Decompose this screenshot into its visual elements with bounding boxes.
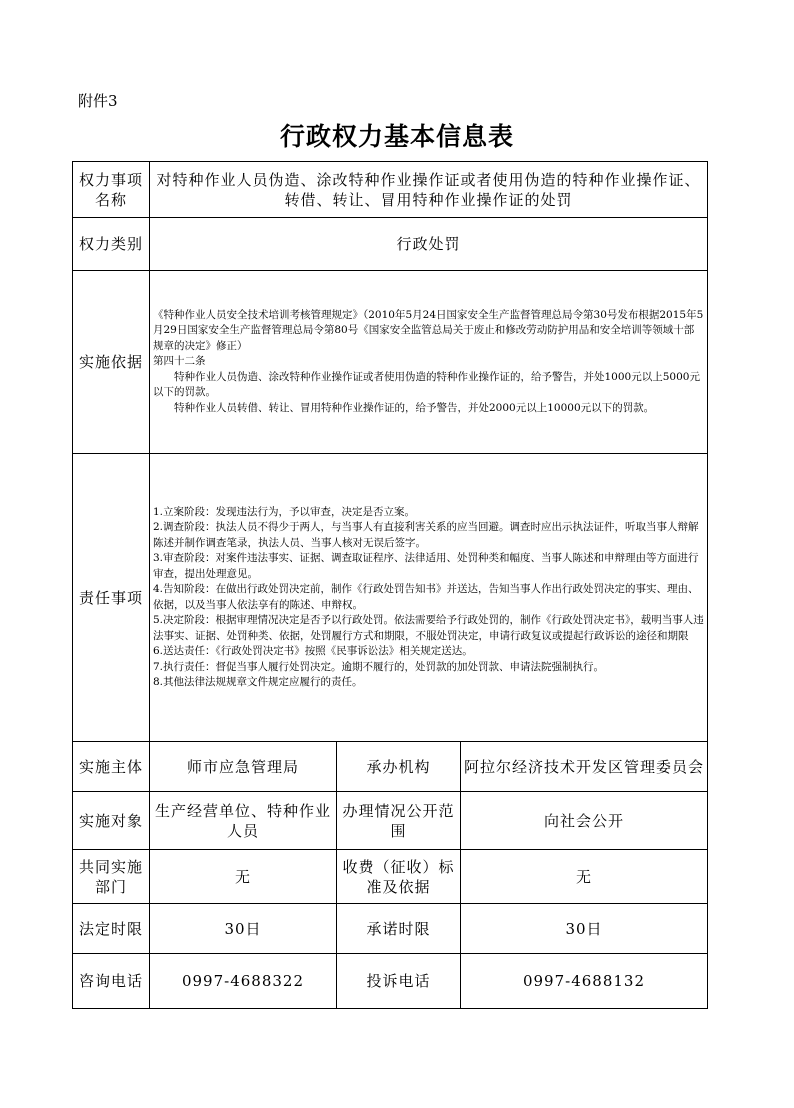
- duty-item: 4.告知阶段：在做出行政处罚决定前，制作《行政处罚告知书》并送达，告知当事人作出行政处罚决定的事实、理由、依据，以及当事人依法享有的陈述、申辩权。: [153, 583, 699, 611]
- row-duty: [73, 454, 708, 742]
- value-joint-department: 无: [150, 850, 337, 904]
- value-power-name: 对特种作业人员伪造、涂改特种作业操作证或者使用伪造的特种作业操作证、转借、转让、冒用特种作业操作证的处罚: [150, 162, 708, 218]
- row-subject: [73, 742, 708, 792]
- value-complaint-phone: 0997-4688132: [461, 954, 708, 1009]
- label-power-category: 权力类别: [73, 218, 150, 271]
- label-promised-time-limit: 承诺时限: [337, 904, 461, 954]
- label-consult-phone: 咨询电话: [73, 954, 150, 1009]
- value-disclosure-scope: 向社会公开: [461, 792, 708, 850]
- value-fee-standard: 无: [461, 850, 708, 904]
- duty-item: 1.立案阶段：发现违法行为，予以审查，决定是否立案。: [153, 505, 416, 518]
- basis-paragraph: 第四十二条: [153, 355, 206, 368]
- value-organizer: 阿拉尔经济技术开发区管理委员会: [461, 742, 708, 792]
- duty-item: 6.送达责任：《行政处罚决定书》按照《民事诉讼法》相关规定送达。: [153, 645, 473, 657]
- duty-item: 2.调查阶段：执法人员不得少于两人，与当事人有直接利害关系的应当回避。调查时应出示执法证件，听取当事人辩解陈述并制作调查笔录，执法人员、当事人核对无误后签字。: [153, 521, 699, 549]
- label-legal-time-limit: 法定时限: [73, 904, 150, 954]
- row-phone: [73, 954, 708, 1009]
- label-basis: 实施依据: [73, 271, 150, 454]
- basis-paragraph: 《特种作业人员安全技术培训考核管理规定》（2010年5月24日国家安全生产监督管理总局令第30号发布根据2015年5月29日国家安全生产监督管理总局令第80号《国家安全监管总局关于废止和修改劳动防护用品和安全培训等领域十部规章的决定》修正）: [153, 308, 704, 352]
- duty-item: 5.决定阶段：根据审理情况决定是否予以行政处罚。依法需要给予行政处罚的，制作《行政处罚决定书》，载明当事人违法事实、证据、处罚种类、依据，处罚履行方式和期限，不服处罚决定，申请行政复议或提起行政诉讼的途径和期限: [153, 614, 704, 642]
- duty-item: 7.执行责任：督促当事人履行处罚决定。逾期不履行的，处罚款的加处罚款、申请法院强制执行。: [153, 660, 605, 673]
- duty-item: 3.审查阶段：对案件违法事实、证据、调查取证程序、法律适用、处罚种类和幅度、当事人陈述和申辩理由等方面进行审查，提出处理意见。: [153, 552, 699, 580]
- row-time-limit: [73, 904, 708, 954]
- duty-item: 8.其他法律法规规章文件规定应履行的责任。: [153, 676, 363, 688]
- value-subject: 师市应急管理局: [150, 742, 337, 792]
- label-subject: 实施主体: [73, 742, 150, 792]
- row-power-category: [73, 218, 708, 271]
- row-joint: [73, 850, 708, 904]
- value-legal-time-limit: 30日: [150, 904, 337, 954]
- label-organizer: 承办机构: [337, 742, 461, 792]
- basis-paragraph: 特种作业人员转借、转让、冒用特种作业操作证的，给予警告，并处2000元以上10000元以下的罚款。: [174, 401, 655, 414]
- basis-paragraph: 特种作业人员伪造、涂改特种作业操作证或者使用伪造的特种作业操作证的，给予警告，并处1000元以上5000元以下的罚款。: [153, 370, 700, 399]
- value-basis: [150, 271, 708, 454]
- value-consult-phone: 0997-4688322: [150, 954, 337, 1009]
- row-power-name: [73, 162, 708, 218]
- label-target: 实施对象: [73, 792, 150, 850]
- page-title: 行政权力基本信息表: [279, 122, 514, 151]
- label-joint-department: 共同实施部门: [73, 850, 150, 904]
- row-target: [73, 792, 708, 850]
- info-table: [72, 161, 708, 1009]
- row-basis: [73, 271, 708, 454]
- label-fee-standard: 收费（征收）标准及依据: [337, 850, 461, 904]
- label-complaint-phone: 投诉电话: [337, 954, 461, 1009]
- label-power-name: 权力事项名称: [73, 162, 150, 218]
- attachment-label: 附件3: [78, 92, 118, 110]
- value-target: 生产经营单位、特种作业人员: [150, 792, 337, 850]
- value-duty: [150, 454, 708, 742]
- value-promised-time-limit: 30日: [461, 904, 708, 954]
- label-duty: 责任事项: [73, 454, 150, 742]
- value-power-category: 行政处罚: [150, 218, 708, 271]
- label-disclosure-scope: 办理情况公开范围: [337, 792, 461, 850]
